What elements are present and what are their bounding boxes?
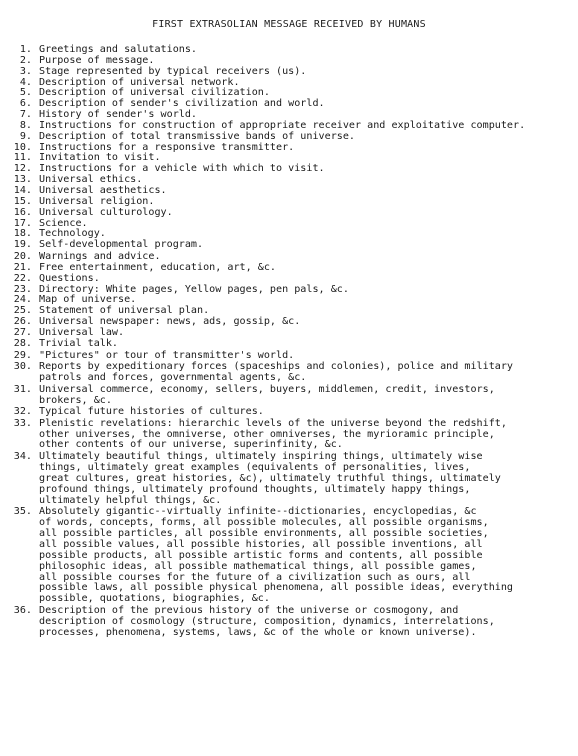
list-item bbox=[10, 507, 578, 605]
list-item-line: Absolutely gigantic--virtually infinite--dictionaries, encyclopedias, &c bbox=[39, 506, 477, 518]
list-item-text bbox=[39, 606, 578, 639]
list-item-line: Description of total transmissive bands of universe. bbox=[39, 130, 356, 142]
list-item-line: processes, phenomena, systems, laws, &c of the whole or known universe). bbox=[39, 626, 477, 638]
list-item-line: possible laws, all possible physical phenomena, all possible ideas, everything bbox=[39, 582, 514, 594]
list-item-line: Ultimately beautiful things, ultimately inspiring things, ultimately wise bbox=[39, 451, 483, 463]
list-item-number: 32. bbox=[13, 405, 32, 417]
list-item-line: Plenistic revelations: hierarchic levels of the universe beyond the redshift, bbox=[39, 417, 507, 429]
list-item-line: Instructions for construction of appropriate receiver and exploitative computer. bbox=[39, 119, 526, 131]
list-item bbox=[10, 452, 578, 506]
list-item bbox=[10, 407, 578, 418]
list-item-line: Questions. bbox=[39, 272, 100, 284]
list-item-line: Universal law. bbox=[39, 326, 125, 338]
list-item bbox=[10, 351, 578, 362]
list-item-line: possible products, all possible artistic forms and contents, all possible bbox=[39, 549, 483, 561]
list-item-line: of words, concepts, forms, all possible molecules, all possible organisms, bbox=[39, 517, 489, 529]
list-item bbox=[10, 240, 578, 251]
list-item-number: 28. bbox=[13, 337, 32, 349]
list-item-number: 5. bbox=[19, 87, 32, 99]
list-item-line: Universal commerce, economy, sellers, buyers, middlemen, credit, investors, bbox=[39, 384, 495, 396]
list-item-number: 2. bbox=[19, 54, 32, 66]
list-item-line: other universes, the omniverse, other omniverses, the myrioramic principle, bbox=[39, 428, 495, 440]
message-contents-list bbox=[10, 45, 578, 639]
list-item-number: 12. bbox=[13, 163, 32, 175]
list-item-line: Directory: White pages, Yellow pages, pen pals, &c. bbox=[39, 283, 349, 295]
list-item-number: 10. bbox=[13, 141, 32, 153]
list-item-line: "Pictures" or tour of transmitter's world. bbox=[39, 349, 295, 361]
list-item-text bbox=[39, 274, 578, 285]
list-item-text bbox=[39, 407, 578, 418]
list-item-line: ultimately helpful things, &c. bbox=[39, 494, 222, 506]
list-item-line: Map of universe. bbox=[39, 294, 137, 306]
list-item-number: 17. bbox=[13, 217, 32, 229]
list-item bbox=[10, 132, 578, 143]
list-item bbox=[10, 385, 578, 407]
list-item-line: other contents of our universe, superinfinity, &c. bbox=[39, 439, 343, 451]
list-item-line: Invitation to visit. bbox=[39, 152, 161, 164]
list-item-line: brokers, &c. bbox=[39, 395, 112, 406]
list-item-text bbox=[39, 219, 578, 230]
list-item bbox=[10, 362, 578, 384]
list-item bbox=[10, 606, 578, 639]
list-item-text bbox=[39, 385, 578, 407]
list-item-number: 35. bbox=[13, 506, 32, 518]
list-item bbox=[10, 67, 578, 78]
list-item-line: Description of sender's civilization and world. bbox=[39, 98, 325, 110]
list-item-line: description of cosmology (structure, composition, dynamics, interrelations, bbox=[39, 615, 495, 627]
list-item-line: Instructions for a responsive transmitter. bbox=[39, 141, 295, 153]
list-item-number: 16. bbox=[13, 206, 32, 218]
list-item-number: 6. bbox=[19, 98, 32, 110]
list-item-number: 21. bbox=[13, 261, 32, 273]
list-item-number: 20. bbox=[13, 251, 32, 263]
list-item-number: 8. bbox=[19, 119, 32, 131]
list-item bbox=[10, 274, 578, 285]
list-item-line: Stage represented by typical receivers (us). bbox=[39, 65, 307, 77]
list-item-line: philosophic ideas, all possible mathematical things, all possible games, bbox=[39, 560, 477, 572]
list-item-number: 19. bbox=[13, 239, 32, 251]
list-item-number: 13. bbox=[13, 174, 32, 186]
list-item-number: 26. bbox=[13, 316, 32, 328]
list-item-line: Trivial talk. bbox=[39, 337, 119, 349]
list-item-line: Universal newspaper: news, ads, gossip, &c. bbox=[39, 316, 301, 328]
list-item-text bbox=[39, 328, 578, 339]
list-item-line: Description of universal network. bbox=[39, 76, 240, 88]
list-item-number: 23. bbox=[13, 283, 32, 295]
list-item-text bbox=[39, 132, 578, 143]
list-item-line: Universal aesthetics. bbox=[39, 184, 167, 196]
list-item-line: Technology. bbox=[39, 228, 106, 240]
list-item-number: 4. bbox=[19, 76, 32, 88]
list-item-line: Warnings and advice. bbox=[39, 251, 161, 263]
list-item-number: 33. bbox=[13, 417, 32, 429]
list-item-line: Greetings and salutations. bbox=[39, 44, 198, 55]
list-item-line: possible, quotations, biographies, &c. bbox=[39, 593, 270, 605]
list-item-number: 9. bbox=[19, 130, 32, 142]
list-item-line: Typical future histories of cultures. bbox=[39, 405, 264, 417]
list-item-number: 29. bbox=[13, 349, 32, 361]
list-item-number: 24. bbox=[13, 294, 32, 306]
list-item-number: 3. bbox=[19, 65, 32, 77]
list-item-line: Universal religion. bbox=[39, 195, 155, 207]
list-item-line: Description of the previous history of the universe or cosmogony, and bbox=[39, 605, 459, 617]
list-item-line: things, ultimately great examples (equivalents of personalities, lives, bbox=[39, 462, 471, 474]
document-title: FIRST EXTRASOLIAN MESSAGE RECEIVED BY HUMANS bbox=[152, 19, 426, 30]
list-item bbox=[10, 208, 578, 219]
list-item-line: all possible values, all possible histories, all possible inventions, all bbox=[39, 538, 483, 550]
list-item-text bbox=[39, 339, 578, 350]
list-item-number: 30. bbox=[13, 361, 32, 373]
list-item-line: all possible courses for the future of a civilization such as ours, all bbox=[39, 571, 471, 583]
list-item-line: Free entertainment, education, art, &c. bbox=[39, 261, 277, 273]
list-item-line: Reports by expeditionary forces (spaceships and colonies), police and military bbox=[39, 361, 514, 373]
list-item-text bbox=[39, 263, 578, 274]
list-item-number: 1. bbox=[19, 44, 32, 55]
list-item-line: patrols and forces, governmental agents, &c. bbox=[39, 372, 307, 384]
list-item-line: Description of universal civilization. bbox=[39, 87, 270, 99]
list-item-number: 36. bbox=[13, 605, 32, 617]
list-item-text bbox=[39, 351, 578, 362]
list-item bbox=[10, 339, 578, 350]
list-item-text bbox=[39, 362, 578, 384]
list-item bbox=[10, 419, 578, 452]
list-item-line: Universal ethics. bbox=[39, 174, 143, 186]
list-item-line: Purpose of message. bbox=[39, 54, 155, 66]
list-item-number: 7. bbox=[19, 109, 32, 121]
list-item-text bbox=[39, 452, 578, 506]
list-item-line: great cultures, great histories, &c), ultimately truthful things, ultimately bbox=[39, 472, 501, 484]
list-item-line: Instructions for a vehicle with which to visit. bbox=[39, 163, 325, 175]
list-item-text bbox=[39, 419, 578, 452]
list-item-number: 31. bbox=[13, 384, 32, 396]
list-item-line: Statement of universal plan. bbox=[39, 305, 210, 317]
list-item-line: Universal culturology. bbox=[39, 206, 173, 218]
list-item-line: all possible particles, all possible environments, all possible societies, bbox=[39, 528, 489, 540]
list-item-line: Science. bbox=[39, 217, 88, 229]
list-item-line: History of sender's world. bbox=[39, 109, 198, 121]
list-item-number: 27. bbox=[13, 326, 32, 338]
list-item-number: 22. bbox=[13, 272, 32, 284]
list-item-number: 25. bbox=[13, 305, 32, 317]
list-item-number: 14. bbox=[13, 184, 32, 196]
list-item-number: 34. bbox=[13, 451, 32, 463]
list-item-text bbox=[39, 67, 578, 78]
list-item-text bbox=[39, 208, 578, 219]
list-item-text bbox=[39, 240, 578, 251]
list-item-number: 15. bbox=[13, 195, 32, 207]
list-item-line: profound things, ultimately profound thoughts, ultimately happy things, bbox=[39, 483, 471, 495]
list-item-line: Self-developmental program. bbox=[39, 239, 204, 251]
list-item-number: 11. bbox=[13, 152, 32, 164]
list-item-text bbox=[39, 507, 578, 605]
list-item-number: 18. bbox=[13, 228, 32, 240]
